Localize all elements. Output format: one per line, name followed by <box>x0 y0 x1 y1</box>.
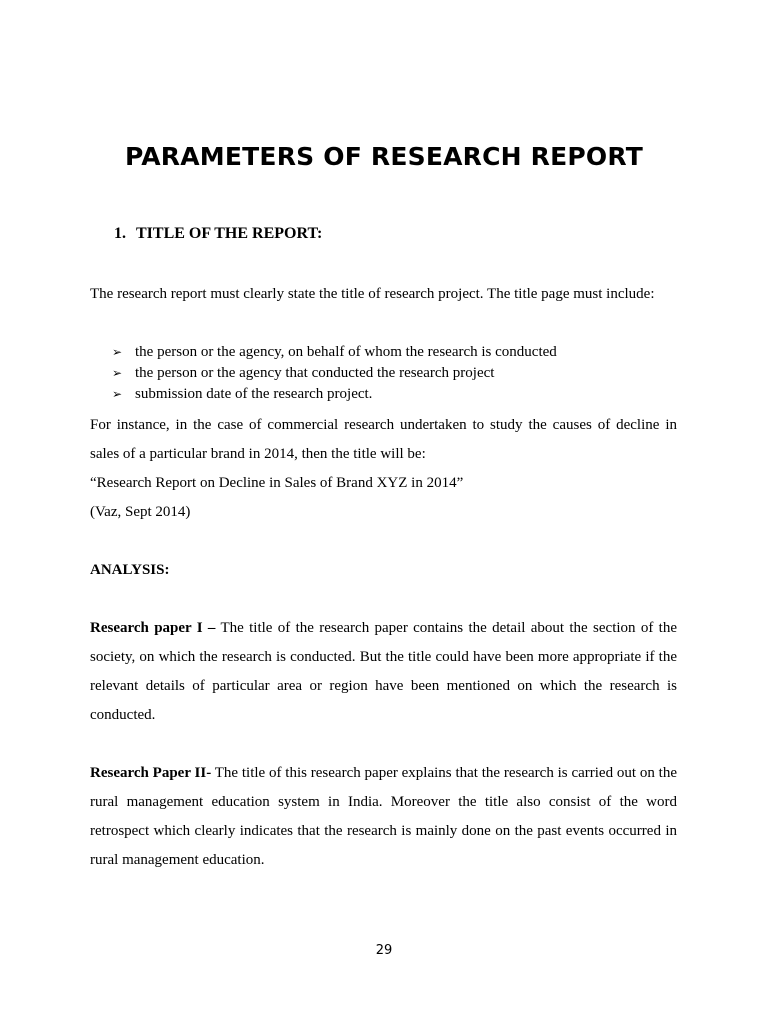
bullet-list <box>112 342 672 405</box>
research-paper-1-paragraph <box>90 614 677 730</box>
arrow-bullet-icon: ➢ <box>112 366 123 380</box>
bullet-text: the person or the agency, on behalf of whom the research is conducted <box>135 344 557 360</box>
example-title-quote: “Research Report on Decline in Sales of Brand XYZ in 2014” <box>90 475 464 491</box>
bullet-text: submission date of the research project. <box>135 386 373 402</box>
page-title: PARAMETERS OF RESEARCH REPORT <box>125 142 643 171</box>
research-paper-1-label: Research paper I – <box>90 620 216 636</box>
research-paper-2-paragraph <box>90 759 677 875</box>
instance-paragraph: For instance, in the case of commercial research undertaken to study the causes of decline in sales of a particular brand in 2014, then the title will be: <box>90 417 677 462</box>
research-paper-1-text: The title of the research paper contains the detail about the section of the society, on which the research is conducted. But the title could have been more appropriate if the relevant details of particular area or region have been mentioned on which the research is conducted. <box>90 620 677 723</box>
section-number: 1. <box>114 225 126 242</box>
bullet-text: the person or the agency that conducted the research project <box>135 365 495 381</box>
research-paper-2-text: The title of this research paper explains that the research is carried out on the rural management education system in India. Moreover the title also consist of the word retrospect which clearly indicates that the research is mainly done on the past events occurred in rural management education. <box>90 765 677 868</box>
arrow-bullet-icon: ➢ <box>112 345 123 359</box>
citation: (Vaz, Sept 2014) <box>90 504 191 520</box>
arrow-bullet-icon: ➢ <box>112 387 123 401</box>
section-heading-text: TITLE OF THE REPORT: <box>136 225 323 242</box>
list-item <box>112 363 672 384</box>
section-heading <box>114 225 322 243</box>
list-item <box>112 342 672 363</box>
research-paper-2-label: Research Paper II- <box>90 765 212 781</box>
analysis-heading: ANALYSIS: <box>90 562 170 578</box>
list-item <box>112 384 672 405</box>
page-number: 29 <box>375 943 393 958</box>
intro-paragraph: The research report must clearly state the title of research project. The title page must include: <box>90 286 655 302</box>
